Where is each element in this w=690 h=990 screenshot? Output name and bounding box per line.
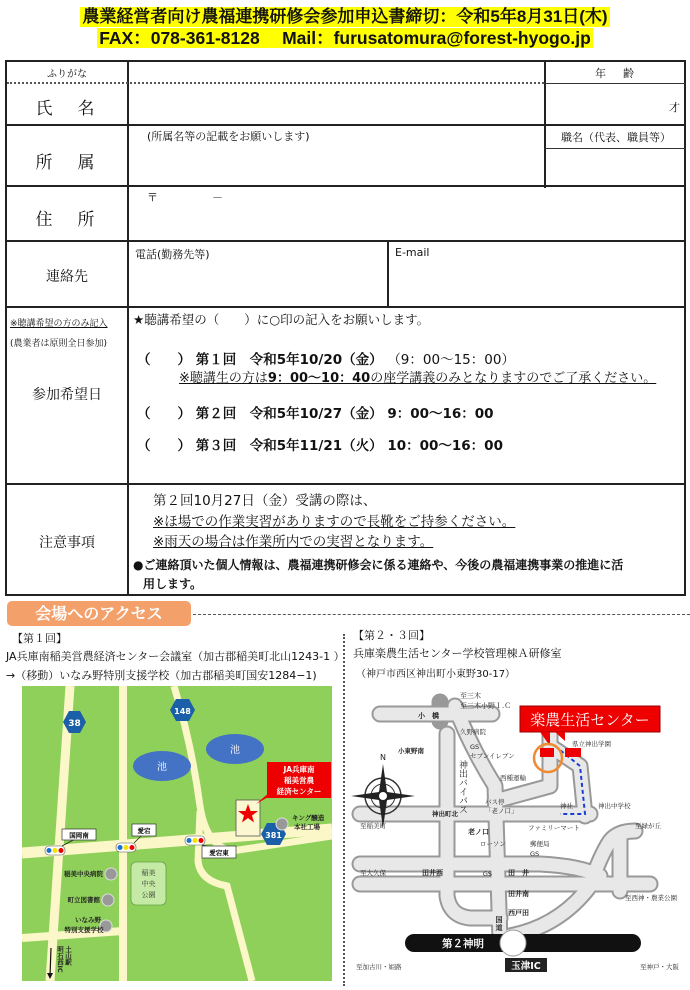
svg-text:いなみ野: いなみ野 — [75, 916, 101, 924]
svg-text:小 橋: 小 橋 — [418, 712, 439, 720]
session-2-time: 9：00～16：00 — [387, 406, 494, 422]
phone-label: 電話(勤務先等) — [135, 248, 210, 261]
session-3-title: 第３回 令和5年11/21（火） — [195, 438, 383, 454]
venue2-line2: （神戸市西区神出町小東野30-17） — [356, 669, 516, 680]
svg-text:GS: GS — [530, 850, 540, 858]
venue1-heading: 【第１回】 — [12, 632, 67, 645]
fax-mail-line[interactable]: FAX：078-361-8128 Mail：furusatomura@forest-hyogo.jp — [99, 28, 591, 48]
svg-text:至加古川・姫路: 至加古川・姫路 — [356, 963, 402, 971]
affiliation-label: 所 属 — [35, 153, 99, 173]
venue2-map[interactable] — [350, 686, 686, 986]
svg-text:公園: 公園 — [141, 891, 156, 899]
email-label: E-mail — [395, 246, 430, 259]
svg-text:至西神・農業公園: 至西神・農業公園 — [625, 894, 677, 902]
header-contact — [0, 28, 690, 48]
svg-text:稲美営農: 稲美営農 — [284, 776, 314, 785]
svg-text:愛宕東: 愛宕東 — [209, 849, 229, 857]
svg-text:神出町北: 神出町北 — [432, 810, 458, 818]
session-2-bracket[interactable]: （ ） — [137, 406, 191, 422]
title-deadline: 農業経営者向け農福連携研修会参加申込書締切：令和5年8月31日(木) — [82, 7, 608, 26]
notes-line2: ※ほ場での作業実習がありますので長靴をご持参ください。 — [153, 514, 516, 530]
svg-text:至神戸・大阪: 至神戸・大阪 — [640, 963, 679, 971]
svg-text:国: 国 — [495, 916, 503, 924]
email-input[interactable] — [389, 242, 686, 306]
svg-text:県立神出学園: 県立神出学園 — [572, 740, 611, 748]
access-divider — [193, 614, 690, 615]
svg-text:小東野南: 小東野南 — [398, 747, 424, 755]
svg-text:田 井: 田 井 — [508, 869, 529, 877]
privacy-line1: ●ご連絡頂いた個人情報は、農福連携研修会に係る連絡や、今後の農福連携事業の推進に活 — [133, 558, 624, 572]
session-1-note-suffix: の座学講義のみとなりますのでご了承ください。 — [370, 371, 657, 386]
age-label: 年 齢 — [595, 67, 637, 80]
row-divider — [7, 306, 686, 308]
svg-text:JA兵庫南: JA兵庫南 — [283, 765, 315, 774]
venue2-line1: 兵庫楽農生活センター学校管理棟Ａ研修室 — [353, 647, 562, 660]
svg-text:神出中学校: 神出中学校 — [598, 802, 631, 810]
svg-text:西戸田: 西戸田 — [508, 909, 529, 917]
session-2-title: 第２回 令和5年10/27（金） — [195, 406, 383, 422]
svg-text:国岡南: 国岡南 — [69, 831, 89, 840]
svg-text:第２神明: 第２神明 — [442, 938, 484, 950]
svg-text:明石西IC: 明石西IC — [56, 946, 64, 973]
svg-text:道: 道 — [495, 924, 503, 932]
svg-text:老ノ口: 老ノ口 — [468, 828, 489, 836]
svg-text:至稲美町: 至稲美町 — [360, 822, 386, 830]
position-input[interactable] — [546, 150, 686, 185]
position-divider — [544, 148, 686, 149]
age-unit: 才 — [669, 101, 680, 114]
svg-text:至大久保: 至大久保 — [360, 869, 386, 877]
svg-text:玉津IC: 玉津IC — [511, 961, 541, 972]
svg-text:神社: 神社 — [560, 802, 573, 810]
affiliation-hint: (所属名等の記載をお願いします) — [147, 130, 310, 143]
traffic-light-icon — [185, 836, 205, 845]
svg-text:本社工場: 本社工場 — [294, 823, 320, 831]
session-3-bracket[interactable]: （ ） — [137, 438, 191, 454]
name-input[interactable] — [129, 84, 544, 124]
session-1-note — [179, 367, 656, 386]
svg-text:ファミリーマート: ファミリーマート — [528, 824, 580, 832]
svg-text:バス停: バス停 — [485, 798, 505, 806]
route-148-icon — [170, 699, 195, 721]
svg-text:至緑が丘: 至緑が丘 — [635, 822, 661, 830]
postal-mark: 〒 — [147, 191, 158, 204]
svg-text:「老ノ口」: 「老ノ口」 — [485, 807, 518, 815]
furigana-input[interactable] — [129, 62, 544, 82]
row-divider — [7, 483, 686, 485]
traffic-light-icon — [45, 846, 65, 855]
svg-text:田井西: 田井西 — [422, 869, 443, 877]
svg-text:至三木: 至三木 — [460, 692, 481, 700]
svg-text:神出バイパス: 神出バイパス — [457, 760, 467, 814]
svg-text:GS: GS — [470, 743, 480, 751]
privacy-line2: 用します。 — [143, 577, 203, 591]
session-2[interactable] — [137, 402, 494, 422]
affiliation-input[interactable] — [129, 126, 544, 185]
session-1-note-prefix: ※聴講生の方は — [179, 371, 268, 386]
address-label: 住 所 — [35, 210, 99, 230]
svg-text:久野病院: 久野病院 — [460, 728, 486, 736]
svg-text:特別支援学校: 特別支援学校 — [64, 926, 104, 934]
notes-line1: 第２回10月27日（金）受講の際は、 — [153, 493, 377, 509]
svg-text:ローソン: ローソン — [480, 840, 506, 848]
svg-text:郵便局: 郵便局 — [530, 840, 550, 848]
svg-text:楽農生活センター: 楽農生活センター — [530, 711, 650, 729]
address-input[interactable] — [129, 187, 686, 240]
venue1-map[interactable] — [22, 686, 332, 981]
venue1-line1: JA兵庫南稲美営農経済センター会議室（加古郡稲美町北山1243-1 ） — [6, 650, 345, 663]
header — [0, 7, 690, 27]
access-section-tab: 会場へのアクセス — [7, 601, 191, 626]
svg-text:148: 148 — [174, 707, 191, 716]
svg-text:稲美: 稲美 — [141, 869, 156, 877]
session-3[interactable] — [137, 434, 503, 454]
svg-text:381: 381 — [265, 831, 282, 840]
contact-label: 連絡先 — [46, 269, 88, 285]
age-input[interactable] — [546, 85, 686, 123]
svg-text:田井南: 田井南 — [508, 890, 529, 898]
notes-label: 注意事項 — [39, 535, 95, 551]
svg-text:セブンイレブン: セブンイレブン — [470, 752, 515, 760]
session-1-time: （9：00～15：00） — [387, 352, 515, 368]
session-1-bracket[interactable]: （ ） — [137, 352, 191, 368]
svg-text:愛宕: 愛宕 — [137, 827, 151, 835]
attendance-label: 参加希望日 — [32, 387, 102, 403]
venue2-heading: 【第２・３回】 — [353, 629, 430, 642]
session-1-title: 第１回 令和5年10/20（金） — [195, 352, 383, 368]
attendance-note-farmers: (農業者は原則全日参加) — [10, 339, 108, 349]
svg-text:キング醸造: キング醸造 — [292, 814, 325, 822]
position-label: 職名（代表、職員等） — [561, 131, 671, 144]
session-1-note-time: 9：00～10：40 — [267, 371, 371, 386]
venue1-line2: →（移動）いなみ野特別支援学校（加古郡稲美町国安1284−1) — [6, 669, 317, 682]
svg-text:至三木小野Ｉ.Ｃ: 至三木小野Ｉ.Ｃ — [460, 702, 512, 710]
svg-text:38: 38 — [68, 719, 81, 729]
name-label: 氏 名 — [35, 99, 99, 119]
furigana-label: ふりがな — [47, 69, 87, 80]
traffic-light-icon — [116, 843, 136, 852]
phone-input[interactable] — [129, 242, 387, 306]
svg-text:池: 池 — [230, 745, 240, 756]
svg-text:GS: GS — [482, 870, 492, 878]
notes-line3: ※雨天の場合は作業所内での実習となります。 — [153, 534, 434, 550]
svg-text:稲美中央病院: 稲美中央病院 — [64, 870, 103, 878]
svg-text:土山駅: 土山駅 — [64, 946, 72, 966]
session-1[interactable] — [137, 348, 515, 368]
svg-text:町立図書館: 町立図書館 — [67, 896, 100, 904]
age-divider — [544, 83, 686, 84]
svg-text:N: N — [380, 753, 386, 762]
attendance-instruction: ★聴講希望の（ ）に○印の記入をお願いします。 — [133, 312, 430, 327]
svg-text:池: 池 — [157, 762, 167, 773]
venue-divider — [343, 634, 345, 986]
svg-text:西種運輸: 西種運輸 — [500, 774, 526, 782]
application-form — [5, 60, 686, 596]
svg-text:中央: 中央 — [141, 880, 156, 888]
svg-text:経済センター: 経済センター — [276, 787, 322, 796]
session-3-time: 10：00～16：00 — [387, 438, 503, 454]
postal-dash: － — [212, 191, 223, 204]
attendance-note: ※聴講希望の方のみ記入 — [10, 319, 108, 329]
